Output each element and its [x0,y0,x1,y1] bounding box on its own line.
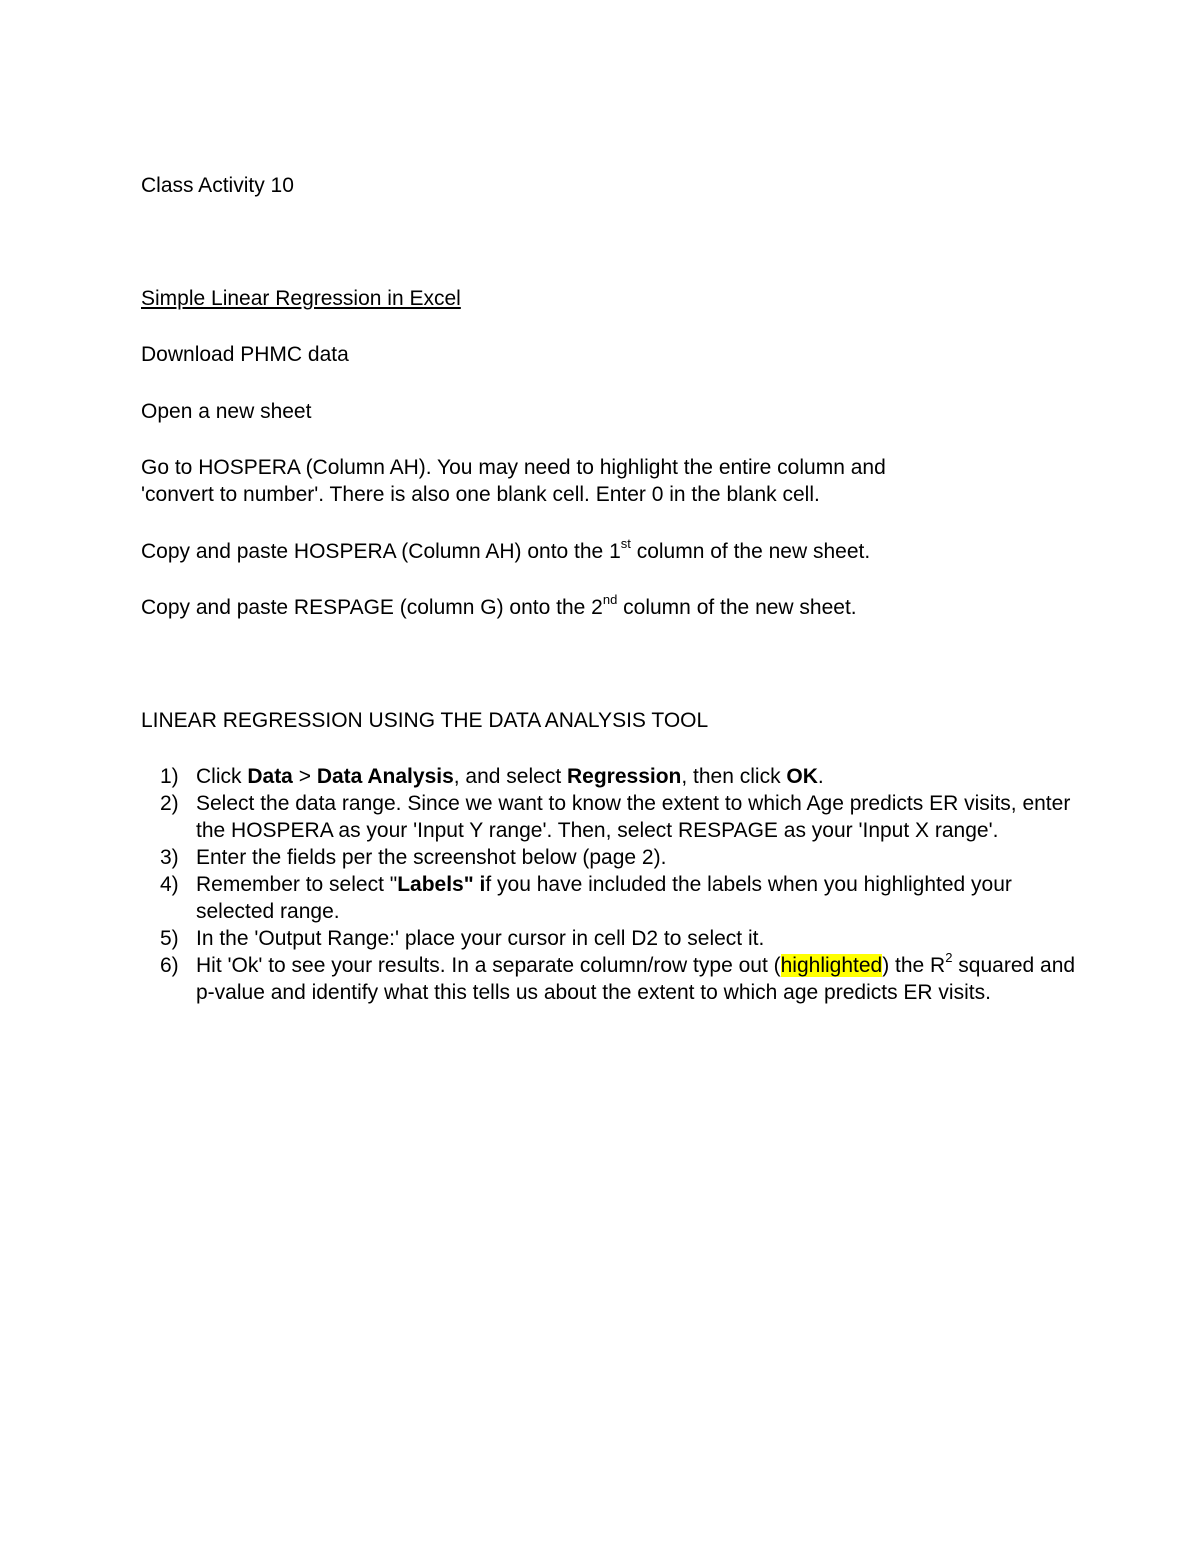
document-title: Class Activity 10 [141,174,294,197]
superscript: 2 [945,950,953,965]
list-item [160,952,1080,1006]
list-item [160,790,1080,844]
item-text: . [817,765,824,788]
item-text: , and select [453,765,567,788]
step-copy-hospera [141,538,870,565]
copy-hospera-text: Copy and paste HOSPERA (Column AH) onto the 1 [141,540,621,563]
item-bold-text: Labels" i [397,873,486,896]
list-number: 1) [160,765,179,788]
section-heading: Simple Linear Regression in Excel [141,287,461,310]
list-number: 4) [160,873,179,896]
copy-respage-text-end: column of the new sheet. [617,596,857,619]
item-bold-text: Data Analysis [316,765,454,788]
step-copy-respage [141,594,857,621]
step-goto-line-2: 'convert to number'. There is also one blank cell. Enter 0 in the blank cell. [141,483,820,506]
copy-respage-text: Copy and paste RESPAGE (column G) onto the 2 [141,596,603,619]
ordinal-suffix: st [620,536,631,551]
list-number: 6) [160,954,179,977]
list-item [160,925,1080,952]
copy-hospera-text-end: column of the new sheet. [630,540,871,563]
item-text: Select the data range. Since we want to know the extent to which Age predicts ER visits, enter the HOSPERA as your 'Input Y range'. Then, select RESPAGE as your 'Input X range'. [196,792,1071,842]
instruction-list [160,763,1080,1006]
item-text: Hit 'Ok' to see your results. In a separate column/row type out ( [196,954,781,977]
list-number: 3) [160,846,179,869]
list-item [160,844,1080,871]
item-bold-text: Regression [567,765,682,788]
item-text: Click [196,765,248,788]
item-bold-text: Data [247,765,293,788]
item-text: , then click [681,765,787,788]
list-number: 2) [160,792,179,815]
step-open-sheet: Open a new sheet [141,400,312,423]
item-text: In the 'Output Range:' place your cursor in cell D2 to select it. [196,927,765,950]
list-number: 5) [160,927,179,950]
step-goto-line-1: Go to HOSPERA (Column AH). You may need to highlight the entire column and [141,456,886,479]
ordinal-suffix: nd [602,592,618,607]
item-text: > [292,765,317,788]
item-text: ) the R [882,954,946,977]
list-item [160,871,1080,925]
highlighted-text: highlighted [780,954,883,977]
item-text: Enter the fields per the screenshot below (page 2). [196,846,667,869]
item-text: Remember to select " [196,873,398,896]
item-text: f you have included the labels when you highlighted your selected range. [196,873,1012,923]
item-text: squared and p-value and identify what this tells us about the extent to which age predicts ER visits. [196,954,1076,1004]
step-download: Download PHMC data [141,343,349,366]
item-bold-text: OK [786,765,818,788]
list-item [160,763,1080,790]
tool-heading: LINEAR REGRESSION USING THE DATA ANALYSIS TOOL [141,709,709,732]
